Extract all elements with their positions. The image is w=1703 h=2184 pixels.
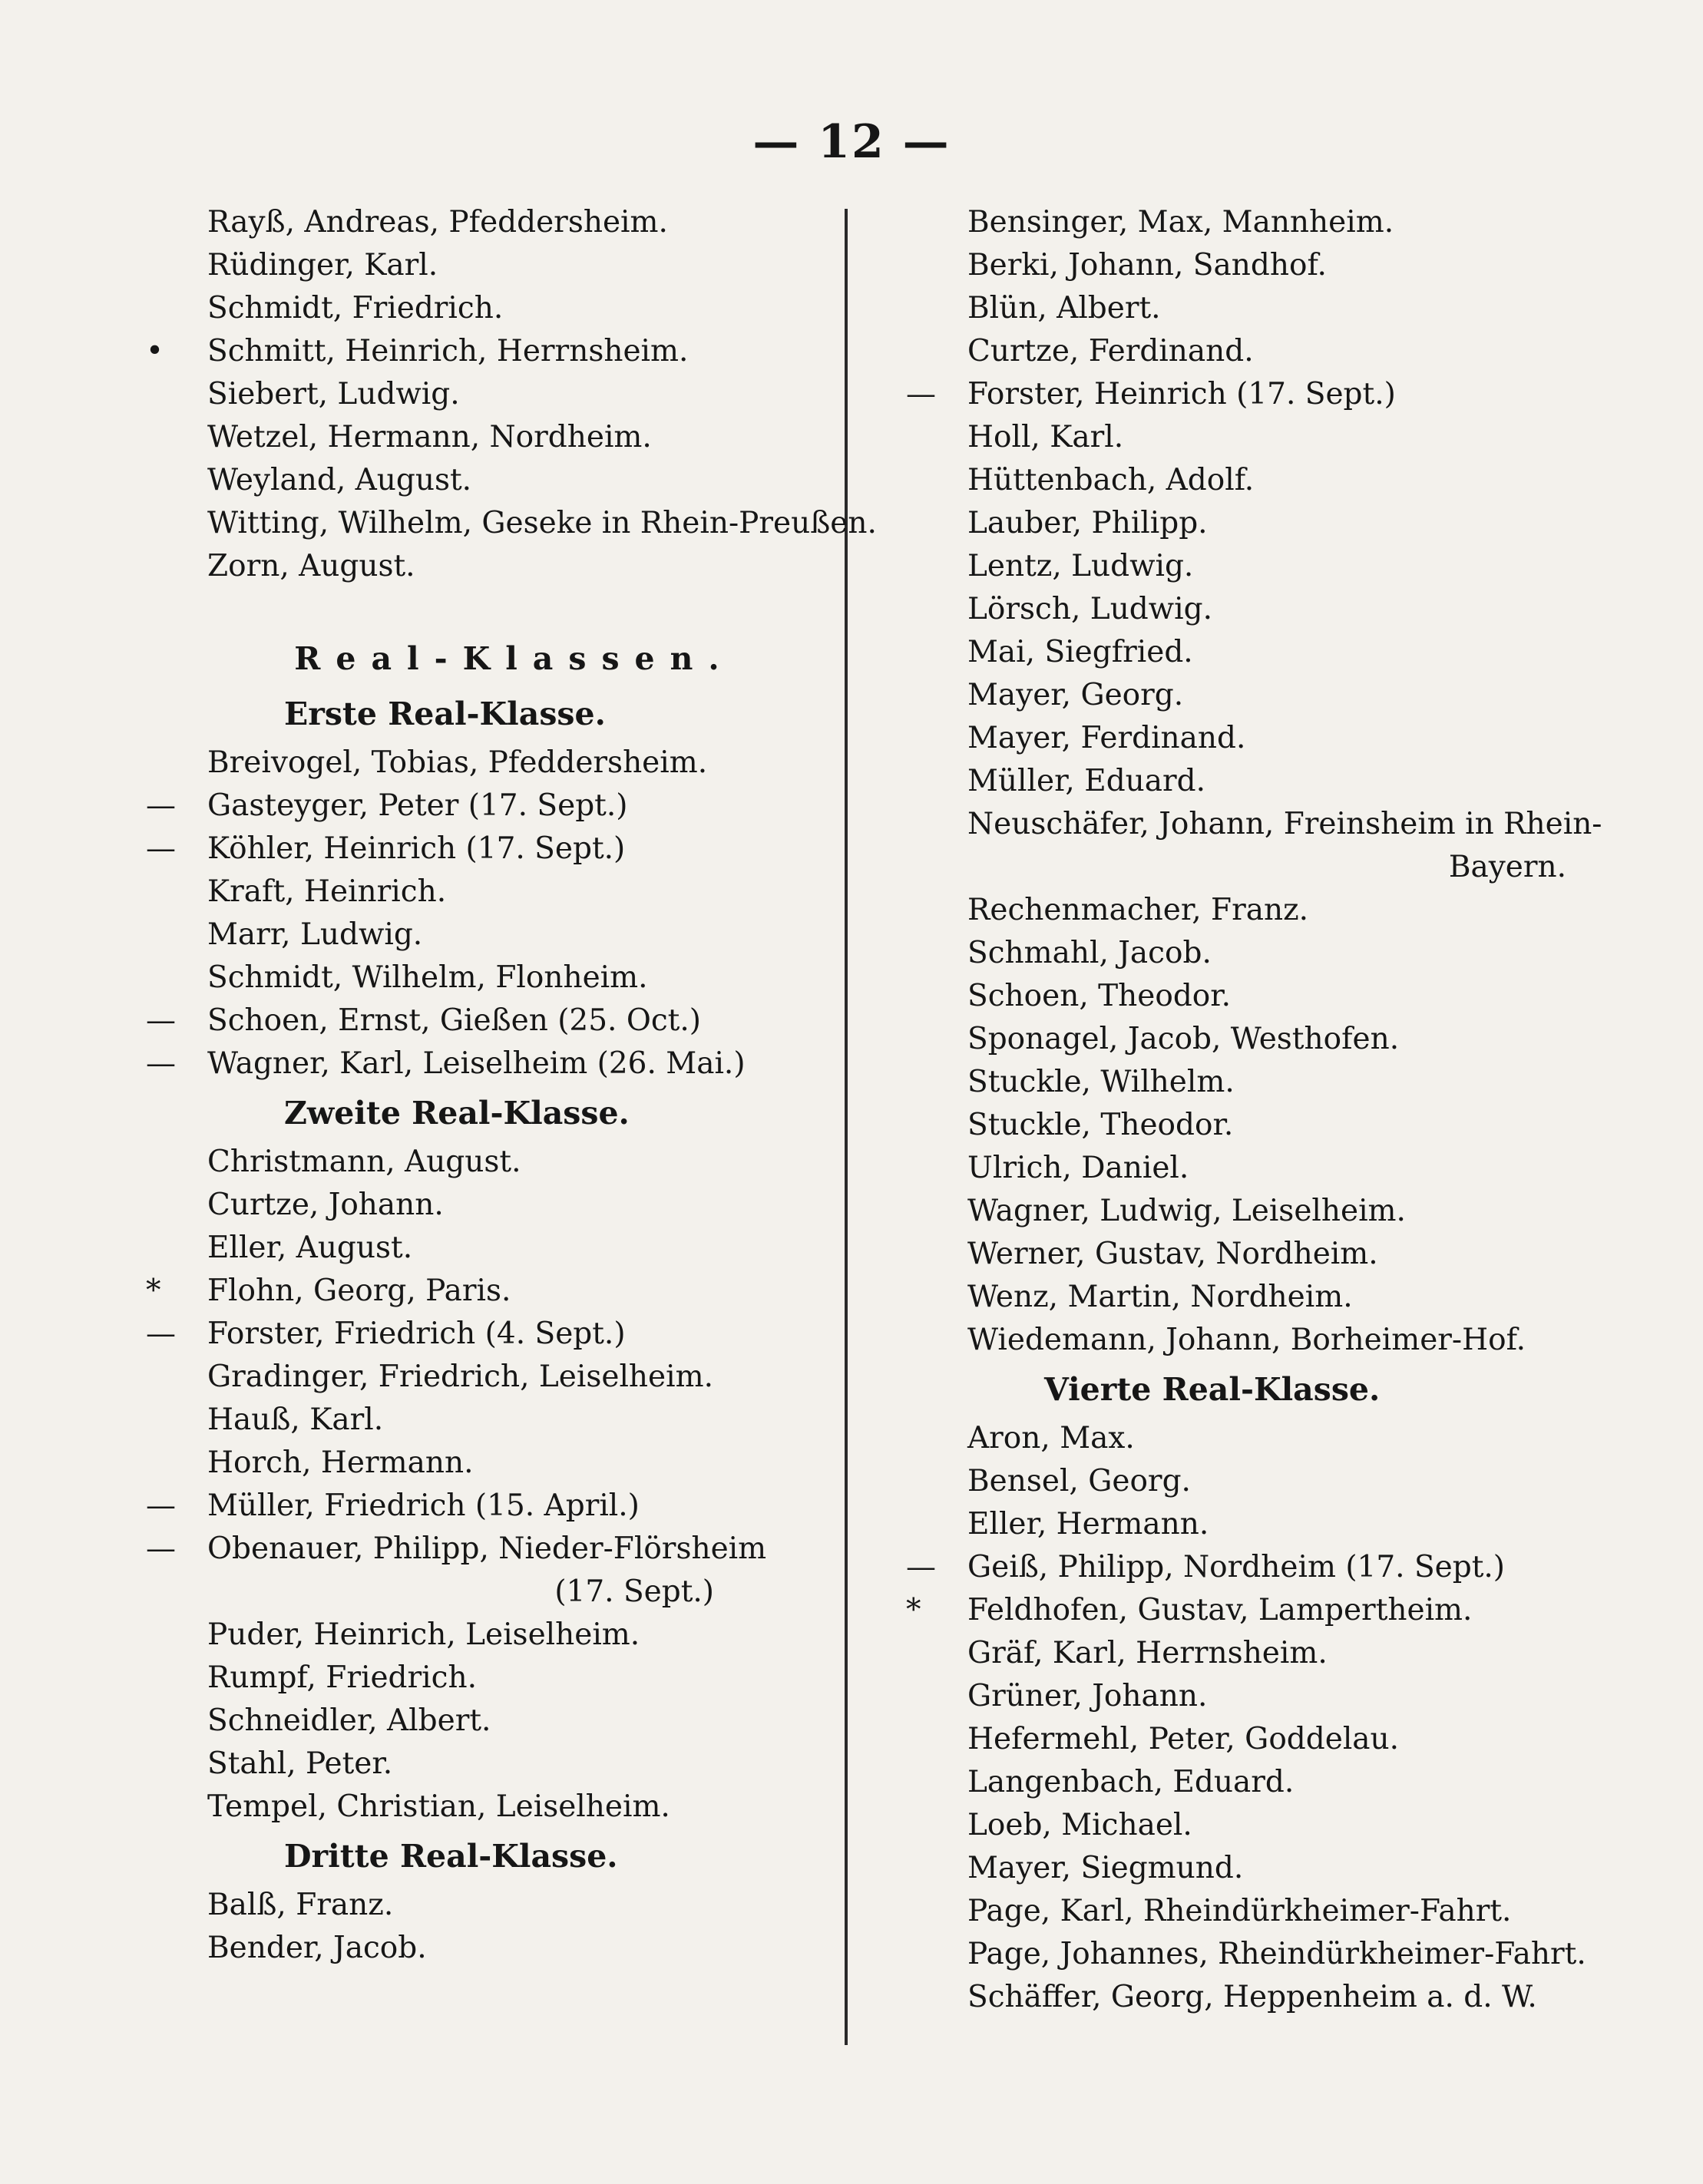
student-name: Stuckle, Wilhelm. [967, 1065, 1235, 1099]
entry-mark: — [906, 1550, 936, 1584]
student-entry [906, 416, 1674, 459]
student-name: Mayer, Georg. [967, 678, 1184, 712]
student-entry [906, 1147, 1674, 1190]
student-entry [906, 1761, 1674, 1804]
student-entry [146, 459, 822, 502]
student-name: Eller, August. [207, 1231, 413, 1265]
student-entry [146, 1485, 822, 1528]
student-entry [906, 1233, 1674, 1276]
class-heading: Zweite Real-Klasse. [284, 1095, 630, 1132]
student-entry [906, 631, 1674, 674]
student-name: Schoen, Ernst, Gießen (25. Oct.) [207, 1003, 701, 1038]
student-entry [146, 1743, 822, 1786]
student-entry [146, 1184, 822, 1227]
student-name: Tempel, Christian, Leiselheim. [207, 1789, 670, 1824]
student-name: Forster, Friedrich (4. Sept.) [207, 1317, 626, 1351]
student-entry [146, 201, 822, 244]
student-name: Curtze, Ferdinand. [967, 334, 1254, 368]
student-entry [906, 1276, 1674, 1319]
student-name: Wagner, Ludwig, Leiselheim. [967, 1194, 1406, 1228]
student-entry [146, 1614, 822, 1657]
student-name: Hüttenbach, Adolf. [967, 463, 1255, 497]
student-name: Siebert, Ludwig. [207, 377, 460, 411]
student-name: Lentz, Ludwig. [967, 549, 1194, 583]
student-name: Schneidler, Albert. [207, 1703, 491, 1738]
student-name: Schmidt, Wilhelm, Flonheim. [207, 960, 648, 995]
student-name: Schoen, Theodor. [967, 979, 1232, 1013]
entry-mark: — [146, 831, 176, 866]
student-entry [146, 742, 822, 785]
student-name: Mai, Siegfried. [967, 635, 1193, 669]
student-entry [906, 1018, 1674, 1061]
student-entry [906, 1460, 1674, 1503]
student-entry [146, 1528, 822, 1571]
student-name: Wiedemann, Johann, Borheimer-Hof. [967, 1323, 1526, 1357]
student-name: Lörsch, Ludwig. [967, 592, 1212, 626]
student-entry [146, 502, 877, 545]
student-entry [146, 1927, 822, 1970]
right-column [906, 201, 1674, 2019]
student-entry [906, 1061, 1674, 1104]
student-name: Blün, Albert. [967, 291, 1161, 325]
entry-mark: * [906, 1593, 921, 1627]
student-entry [146, 545, 822, 588]
section-heading: Real-Klassen. [294, 640, 735, 677]
page-number: — 12 — [752, 115, 951, 169]
student-entry [906, 760, 1674, 803]
student-entry [906, 975, 1674, 1018]
student-name: Forster, Heinrich (17. Sept.) [967, 377, 1396, 411]
entry-continuation: Bayern. [1448, 850, 1566, 884]
student-name: Hefermehl, Peter, Goddelau. [967, 1722, 1400, 1756]
student-entry [906, 244, 1674, 287]
blank-line [146, 588, 822, 631]
student-entry [906, 201, 1674, 244]
student-entry [906, 373, 1674, 416]
entry-mark: * [146, 1274, 161, 1308]
student-name: Zorn, August. [207, 549, 415, 583]
student-entry [146, 1786, 822, 1829]
student-entry [906, 1546, 1674, 1589]
student-name: Loeb, Michael. [967, 1808, 1192, 1842]
student-name: Wagner, Karl, Leiselheim (26. Mai.) [207, 1046, 746, 1081]
student-entry [146, 1657, 822, 1700]
student-name: Stahl, Peter. [207, 1746, 393, 1781]
student-name: Breivogel, Tobias, Pfeddersheim. [207, 745, 708, 780]
student-entry [146, 1356, 822, 1399]
student-name: Grüner, Johann. [967, 1679, 1208, 1713]
student-name: Aron, Max. [967, 1421, 1135, 1455]
student-name: Schmidt, Friedrich. [207, 291, 504, 325]
student-entry [146, 1399, 822, 1442]
student-name: Puder, Heinrich, Leiselheim. [207, 1617, 640, 1652]
student-name: Langenbach, Eduard. [967, 1765, 1295, 1799]
entry-mark: — [146, 1317, 176, 1351]
student-entry [146, 244, 822, 287]
student-name: Eller, Hermann. [967, 1507, 1209, 1541]
student-entry [906, 1417, 1674, 1460]
student-entry [146, 1313, 822, 1356]
student-name: Lauber, Philipp. [967, 506, 1208, 540]
column-divider [845, 209, 848, 2045]
student-name: Bensel, Georg. [967, 1464, 1191, 1498]
student-entry [906, 1589, 1674, 1632]
student-entry [906, 1675, 1674, 1718]
student-name: Mayer, Ferdinand. [967, 721, 1246, 755]
student-entry [906, 1632, 1674, 1675]
student-entry [906, 502, 1674, 545]
student-name: Köhler, Heinrich (17. Sept.) [207, 831, 626, 866]
student-name: Obenauer, Philipp, Nieder-Flörsheim [207, 1531, 767, 1566]
student-name: Schmahl, Jacob. [967, 936, 1212, 970]
student-entry [906, 803, 1674, 846]
student-entry [146, 330, 822, 373]
student-name: Werner, Gustav, Nordheim. [967, 1237, 1378, 1271]
student-name: Gasteyger, Peter (17. Sept.) [207, 788, 628, 823]
student-name: Bensinger, Max, Mannheim. [967, 205, 1394, 240]
student-name: Sponagel, Jacob, Westhofen. [967, 1022, 1400, 1056]
student-name: Horch, Hermann. [207, 1446, 474, 1480]
student-name: Hauß, Karl. [207, 1403, 384, 1437]
student-name: Flohn, Georg, Paris. [207, 1274, 511, 1308]
entry-mark: — [906, 377, 936, 411]
student-name: Müller, Friedrich (15. April.) [207, 1488, 640, 1523]
student-name: Gradinger, Friedrich, Leiselheim. [207, 1360, 713, 1394]
student-entry [906, 1190, 1674, 1233]
student-entry [906, 1804, 1674, 1847]
student-name: Geiß, Philipp, Nordheim (17. Sept.) [967, 1550, 1506, 1584]
student-entry [146, 1442, 822, 1485]
student-entry [906, 545, 1674, 588]
entry-mark: — [146, 1531, 176, 1566]
student-name: Page, Karl, Rheindürkheimer-Fahrt. [967, 1894, 1512, 1928]
student-name: Schmitt, Heinrich, Herrnsheim. [207, 334, 689, 368]
student-name: Neuschäfer, Johann, Freinsheim in Rhein- [967, 807, 1602, 841]
student-entry [146, 957, 822, 999]
student-name: Balß, Franz. [207, 1888, 394, 1922]
student-entry [906, 1104, 1674, 1147]
student-name: Wetzel, Hermann, Nordheim. [207, 420, 652, 454]
student-entry [146, 1700, 822, 1743]
student-name: Mayer, Siegmund. [967, 1851, 1244, 1885]
student-entry [146, 999, 822, 1042]
student-entry [146, 871, 822, 914]
student-entry [146, 828, 822, 871]
student-name: Witting, Wilhelm, Geseke in Rhein-Preußen. [207, 506, 877, 540]
student-entry [146, 914, 822, 957]
student-entry [906, 588, 1674, 631]
student-entry [146, 1884, 822, 1927]
student-name: Wenz, Martin, Nordheim. [967, 1280, 1353, 1314]
left-column [146, 201, 877, 1970]
student-entry [146, 1227, 822, 1270]
class-heading: Dritte Real-Klasse. [284, 1838, 618, 1875]
student-name: Kraft, Heinrich. [207, 874, 447, 909]
student-name: Weyland, August. [207, 463, 472, 497]
student-entry [146, 785, 822, 828]
student-entry [146, 1042, 822, 1085]
student-entry [906, 932, 1674, 975]
class-heading: Erste Real-Klasse. [284, 696, 606, 732]
entry-mark: — [146, 1488, 176, 1523]
class-heading: Vierte Real-Klasse. [1044, 1371, 1381, 1408]
student-entry [146, 416, 822, 459]
student-entry [906, 1933, 1674, 1976]
student-entry [906, 674, 1674, 717]
student-name: Holl, Karl. [967, 420, 1124, 454]
student-entry [906, 1890, 1674, 1933]
student-name: Page, Johannes, Rheindürkheimer-Fahrt. [967, 1937, 1586, 1971]
student-entry [906, 1319, 1674, 1362]
student-entry [146, 1141, 822, 1184]
student-name: Rechenmacher, Franz. [967, 893, 1309, 927]
student-entry [906, 1847, 1674, 1890]
student-name: Rüdinger, Karl. [207, 248, 438, 282]
student-entry [146, 373, 822, 416]
student-name: Ulrich, Daniel. [967, 1151, 1189, 1185]
student-entry [906, 717, 1674, 760]
student-entry [146, 1270, 822, 1313]
entry-mark: — [146, 1003, 176, 1038]
entry-mark: • [146, 334, 164, 368]
student-name: Berki, Johann, Sandhof. [967, 248, 1327, 282]
student-name: Rumpf, Friedrich. [207, 1660, 477, 1695]
student-entry [906, 287, 1674, 330]
student-entry [906, 1976, 1674, 2019]
student-name: Gräf, Karl, Herrnsheim. [967, 1636, 1328, 1670]
student-name: Feldhofen, Gustav, Lampertheim. [967, 1593, 1473, 1627]
student-name: Curtze, Johann. [207, 1188, 444, 1222]
student-entry [906, 1718, 1674, 1761]
student-entry [906, 889, 1674, 932]
student-entry [146, 287, 822, 330]
entry-mark: — [146, 788, 176, 823]
student-name: Rayß, Andreas, Pfeddersheim. [207, 205, 668, 240]
student-entry [906, 459, 1674, 502]
student-name: Marr, Ludwig. [207, 917, 423, 952]
student-name: Stuckle, Theodor. [967, 1108, 1234, 1142]
entry-mark: — [146, 1046, 176, 1081]
entry-continuation: (17. Sept.) [554, 1574, 714, 1609]
student-name: Christmann, August. [207, 1145, 521, 1179]
student-entry [906, 330, 1674, 373]
student-name: Schäffer, Georg, Heppenheim a. d. W. [967, 1980, 1537, 2014]
student-name: Müller, Eduard. [967, 764, 1206, 798]
student-entry [906, 1503, 1674, 1546]
student-name: Bender, Jacob. [207, 1931, 427, 1965]
